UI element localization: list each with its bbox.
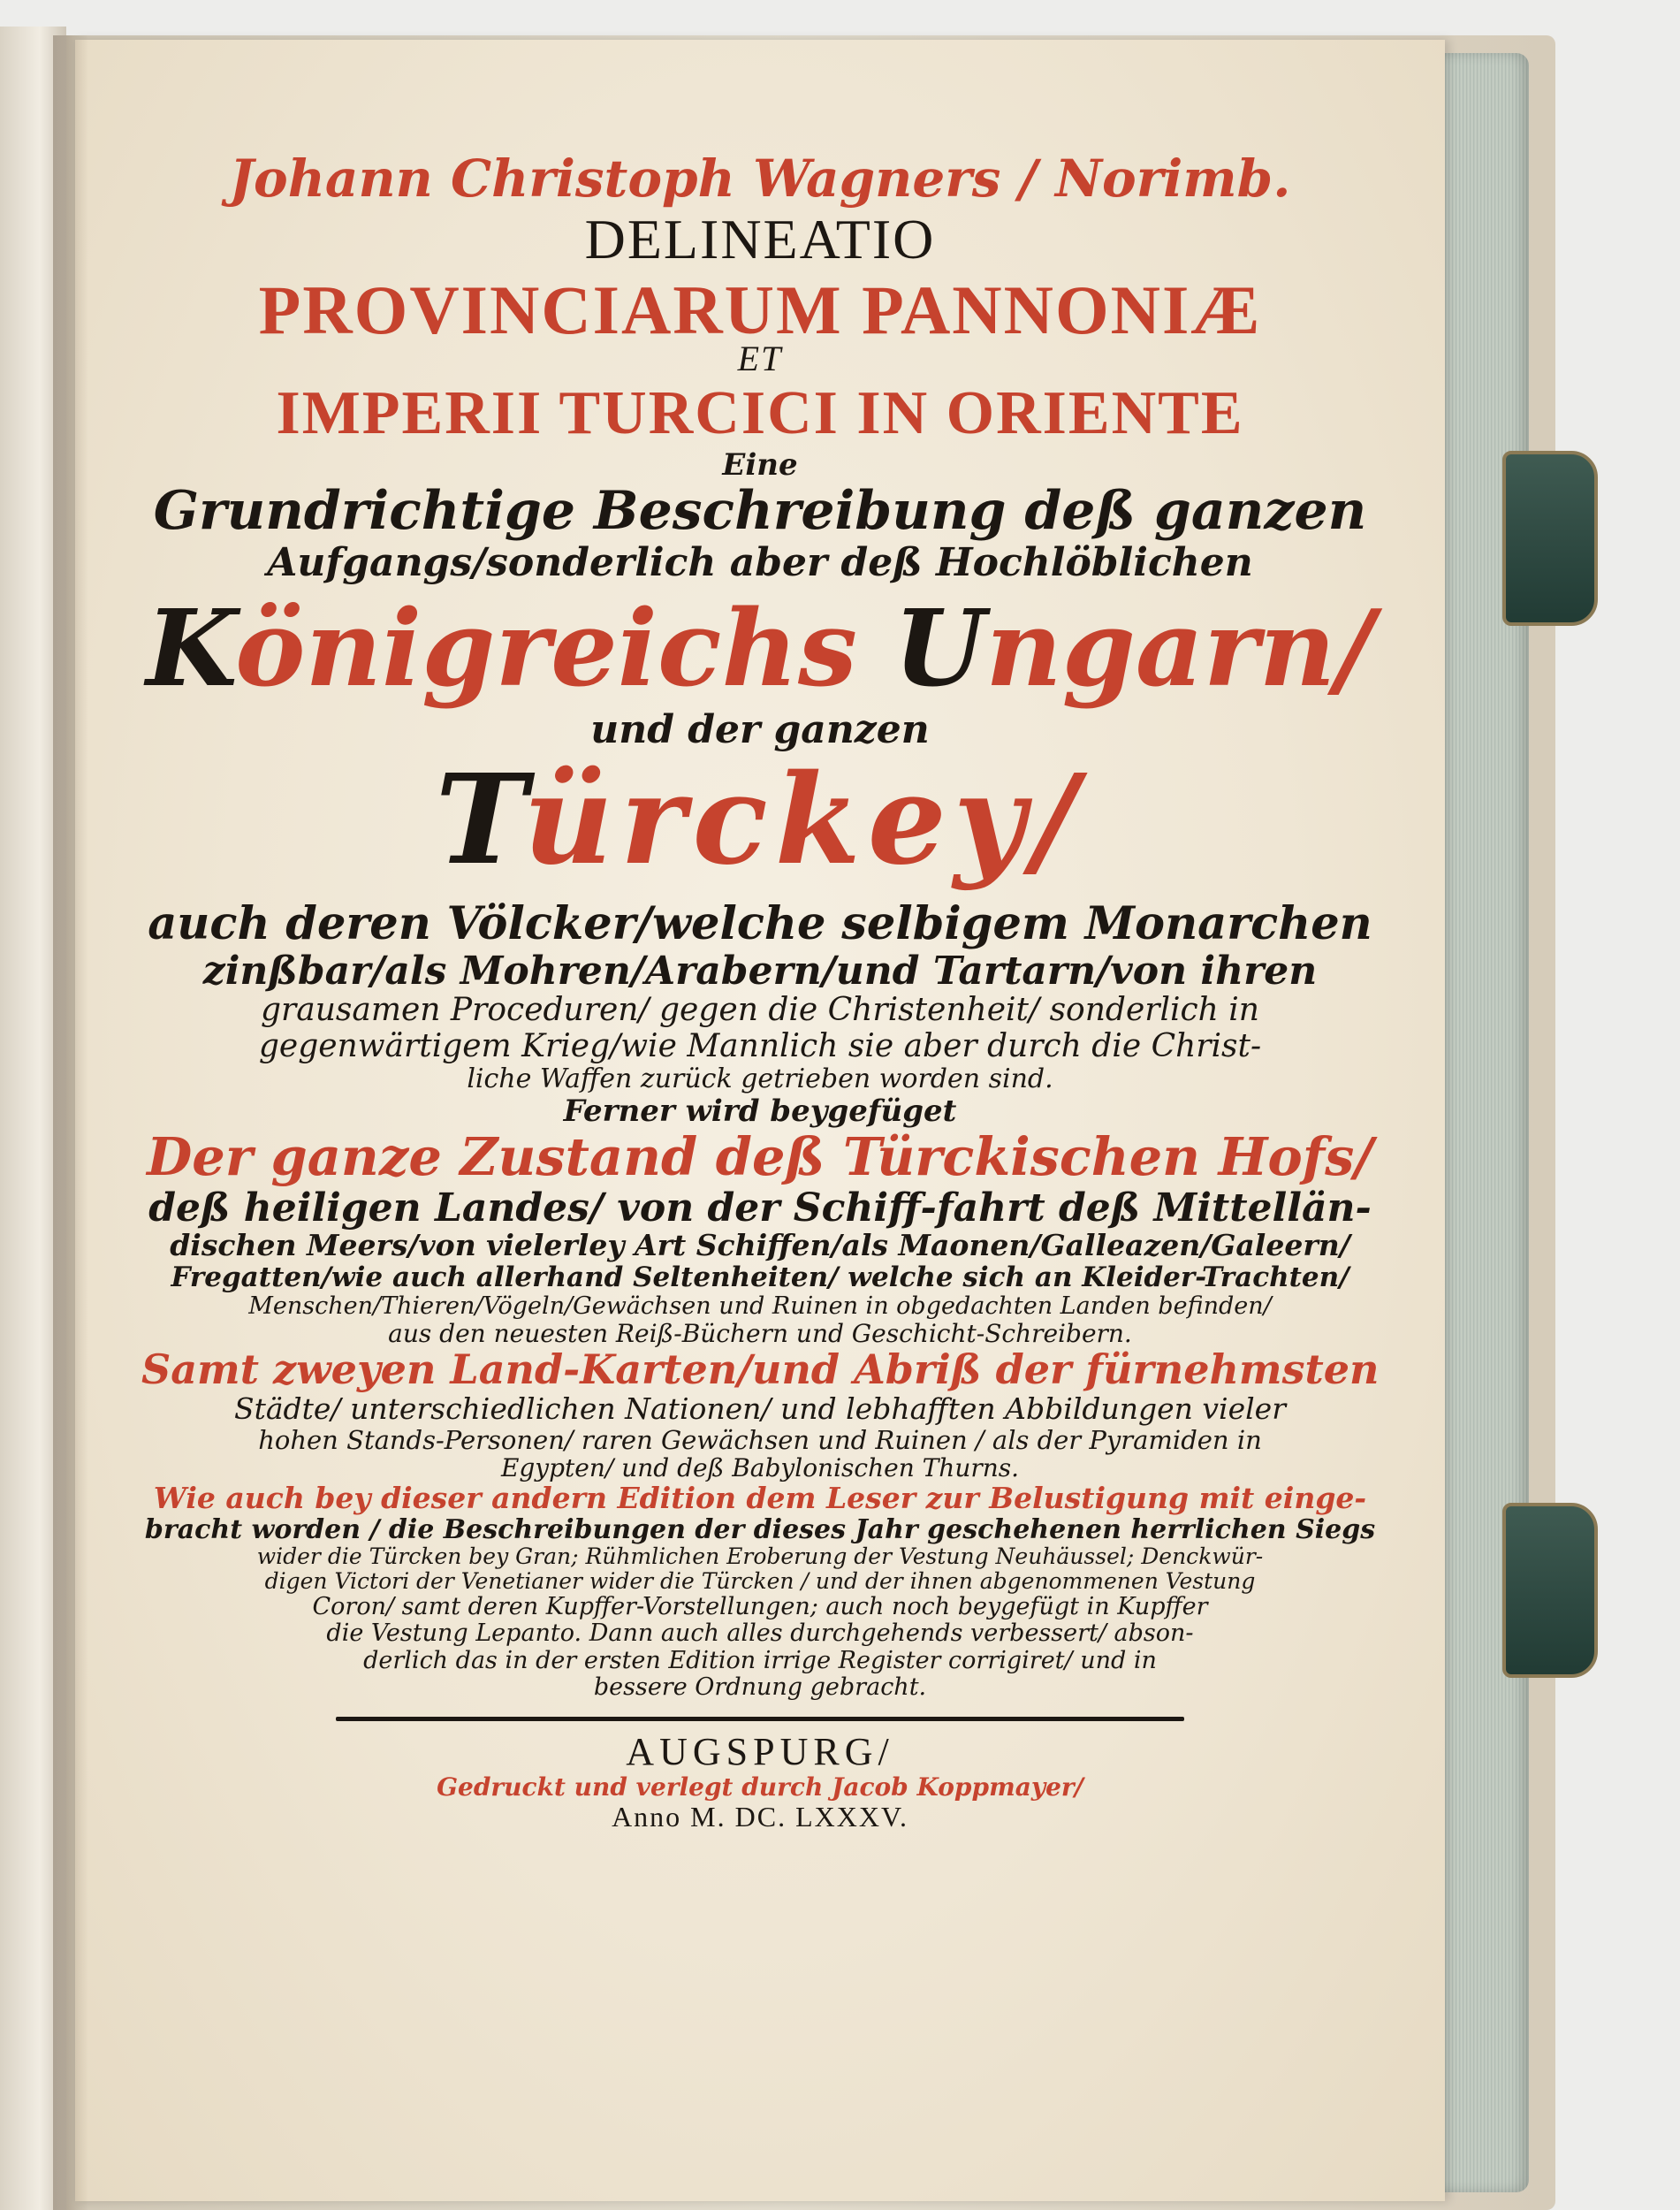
desc-line-20: hohen Stands-Personen/ raren Gewächsen und Ruinen / als der Pyramiden in: [258, 1424, 1262, 1455]
page-fore-edge: [1432, 53, 1529, 2192]
title-latin-1: DELINEATIO: [584, 207, 936, 271]
desc-line-29: bessere Ordnung gebracht.: [593, 1673, 927, 1701]
imprint-rule: [336, 1717, 1184, 1721]
eine: Eine: [722, 447, 798, 484]
book-gutter: [53, 35, 88, 2210]
clasp-top: [1502, 451, 1598, 626]
imprint-year: Anno M. DC. LXXXV.: [612, 1800, 908, 1833]
desc-line-28: derlich das in der ersten Edition irrige Register corrigiret/ und in: [363, 1646, 1157, 1674]
desc-line-17: aus den neuesten Reiß-Büchern und Geschicht-Schreibern.: [388, 1318, 1132, 1348]
clasp-bottom: [1502, 1503, 1598, 1678]
desc-line-25: digen Victori der Venetianer wider die Türcken / und der ihnen abgenommenen Vestung: [264, 1568, 1256, 1595]
word-ungarn: ngarn/: [985, 586, 1374, 711]
initial-u: U: [893, 586, 986, 711]
desc-line-8: grausamen Proceduren/ gegen die Christenheit/ sonderlich in: [261, 992, 1259, 1029]
desc-line-11: Ferner wird beygefüget: [563, 1093, 957, 1129]
desc-line-22: Wie auch bey dieser andern Edition dem Leser zur Belustigung mit einge-: [153, 1480, 1367, 1515]
desc-line-15: Fregatten/wie auch allerhand Seltenheiten/ welche sich an Kleider-Trachten/: [171, 1261, 1349, 1293]
imprint-printer: Gedruckt und verlegt durch Jacob Koppmayer/: [437, 1772, 1083, 1802]
kingdom-hungary-line: [141, 586, 1379, 711]
desc-line-12: Der ganze Zustand deß Türckischen Hofs/: [147, 1125, 1373, 1187]
desc-line-16: Menschen/Thieren/Vögeln/Gewächsen und Ruinen in obgedachten Landen befinden/: [248, 1292, 1272, 1320]
desc-line-27: die Vestung Lepanto. Dann auch alles durchgehends verbessert/ abson-: [326, 1619, 1194, 1648]
title-page-text: [141, 133, 1379, 2113]
desc-line-14: dischen Meers/von vielerley Art Schiffen/als Maonen/Galleazen/Galeern/: [170, 1228, 1350, 1263]
turkey-line: [141, 748, 1379, 894]
initial-t: T: [435, 748, 523, 894]
word-turckey: ürckey/: [522, 748, 1085, 894]
desc-line-2: Aufgangs/sonderlich aber deß Hochlöblichen: [267, 540, 1253, 586]
desc-line-13: deß heiligen Landes/ von der Schiff-fahrt deß Mittellän-: [148, 1185, 1372, 1231]
title-latin-2: PROVINCIARUM PANNONIÆ: [258, 271, 1262, 348]
desc-line-6: auch deren Völcker/welche selbigem Monarchen: [148, 897, 1372, 951]
word-konigreichs: önigreichs: [235, 586, 857, 711]
desc-line-4: und der ganzen: [590, 706, 930, 752]
desc-line-1: Grundrichtige Beschreibung deß ganzen: [153, 480, 1367, 543]
title-latin-et: ET: [737, 338, 783, 378]
desc-line-18: Samt zweyen Land-Karten/und Abriß der fürnehmsten: [141, 1345, 1380, 1394]
title-latin-3: IMPERII TURCICI IN ORIENTE: [276, 378, 1244, 447]
desc-line-24: wider die Türcken bey Gran; Rühmlichen Eroberung der Vestung Neuhäussel; Denckwür-: [256, 1543, 1264, 1570]
desc-line-26: Coron/ samt deren Kupffer-Vorstellungen; auch noch beygefügt in Kupffer: [312, 1593, 1208, 1621]
desc-line-19: Städte/ unterschiedlichen Nationen/ und lebhafften Abbildungen vieler: [234, 1391, 1286, 1426]
desc-line-10: liche Waffen zurück getrieben worden sind.: [467, 1063, 1053, 1095]
author-line: Johann Christoph Wagners / Norimb.: [229, 149, 1291, 209]
desc-line-23: bracht worden / die Beschreibungen der dieses Jahr geschehenen herrlichen Siegs: [144, 1513, 1376, 1545]
initial-k: K: [146, 586, 236, 711]
desc-line-21: Egypten/ und deß Babylonischen Thurns.: [500, 1453, 1020, 1483]
desc-line-7: zinßbar/als Mohren/Arabern/und Tartarn/von ihren: [202, 949, 1318, 994]
imprint-city: AUGSPURG/: [626, 1730, 894, 1774]
desc-line-9: gegenwärtigem Krieg/wie Mannlich sie aber durch die Christ-: [258, 1027, 1262, 1064]
